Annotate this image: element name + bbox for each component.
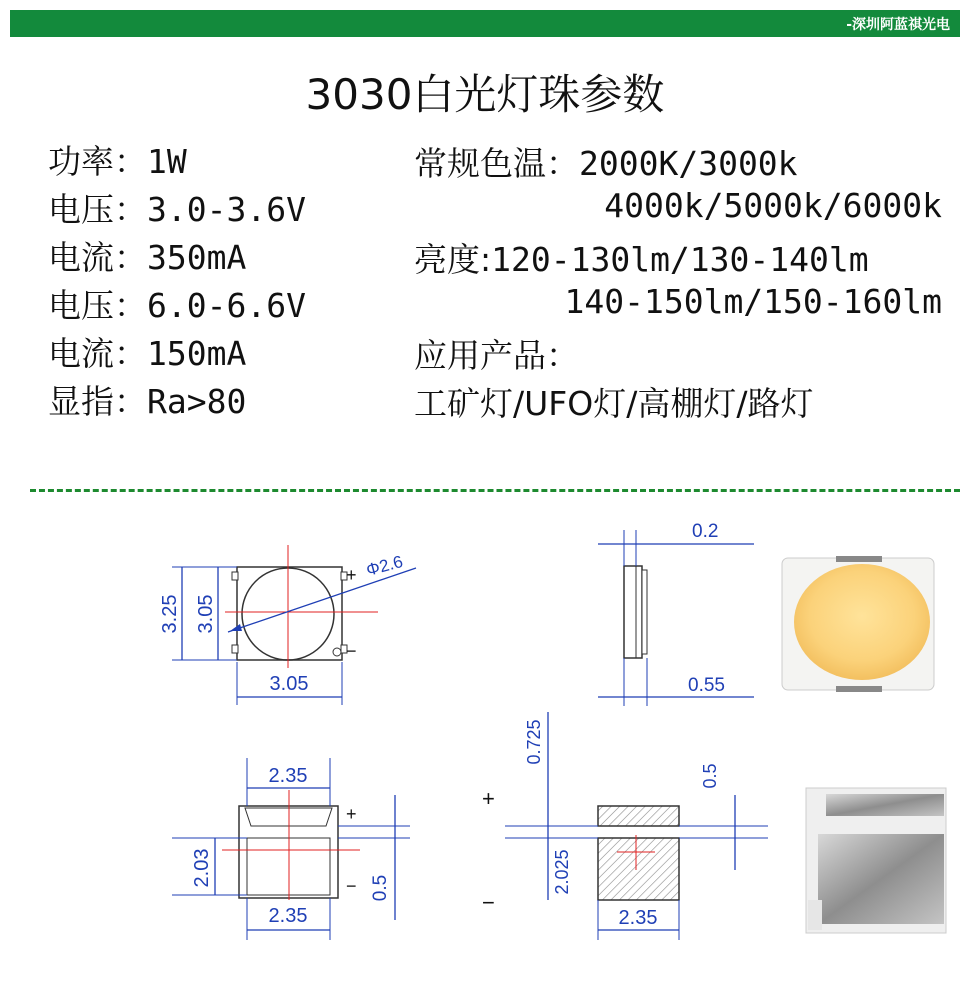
page-title: 3030白光灯珠参数 [305,70,665,119]
pad-layout-drawing [505,712,768,940]
dim-label: 0.5 [700,763,720,789]
dim-label: 0.2 [692,521,719,542]
spec-label: 电压： [48,286,147,325]
spec-value: 6.0-6.6V [147,286,306,325]
dim-label: 0.5 [370,874,391,902]
applications-value: 工矿灯/UFO灯/高棚灯/路灯 [414,384,814,423]
spec-label: 显指： [48,382,147,421]
dim-label: 3.05 [269,673,309,695]
spec-label: 电压： [48,190,147,229]
brightness-label: 亮度: [414,240,492,279]
polarity-plus: + [482,786,495,811]
dim-label: 3.25 [159,594,181,634]
color-temp-label: 常规色温： [414,144,579,183]
dim-label: 0.55 [688,675,725,696]
spec-value: 3.0-3.6V [147,190,306,229]
polarity-minus: − [346,641,357,661]
spec-value: 350mA [147,238,247,277]
dim-label: 2.025 [552,849,572,895]
brightness-line1: 120-130lm/130-140lm [491,240,869,279]
applications-label: 应用产品： [414,336,579,375]
dim-label: 2.35 [268,905,308,927]
dim-label: Φ2.6 [364,551,405,580]
polarity-plus: + [346,804,357,824]
led-top-photo [782,556,934,692]
dim-label: 2.03 [191,848,213,888]
spec-value: 1W [147,142,187,181]
spec-label: 电流： [48,238,147,277]
color-temp-line2: 4000k/5000k/6000k [604,186,942,225]
dim-label: 2.35 [618,907,658,929]
brightness-line2: 140-150lm/150-160lm [564,282,942,321]
dim-label: 2.35 [268,765,308,787]
dim-label: 0.725 [524,719,544,765]
dim-label: 3.05 [195,594,217,634]
spec-label: 功率： [48,142,147,181]
led-bottom-photo [806,788,946,933]
brand-label: -深圳阿蓝祺光电 [846,17,950,33]
polarity-minus: − [346,876,357,896]
polarity-minus: − [482,890,495,915]
side-view-drawing [598,530,754,706]
color-temp-line1: 2000K/3000k [579,144,798,183]
spec-value: 150mA [147,334,247,373]
spec-value: Ra>80 [147,382,247,421]
spec-label: 电流： [48,334,147,373]
polarity-plus: + [346,565,357,585]
